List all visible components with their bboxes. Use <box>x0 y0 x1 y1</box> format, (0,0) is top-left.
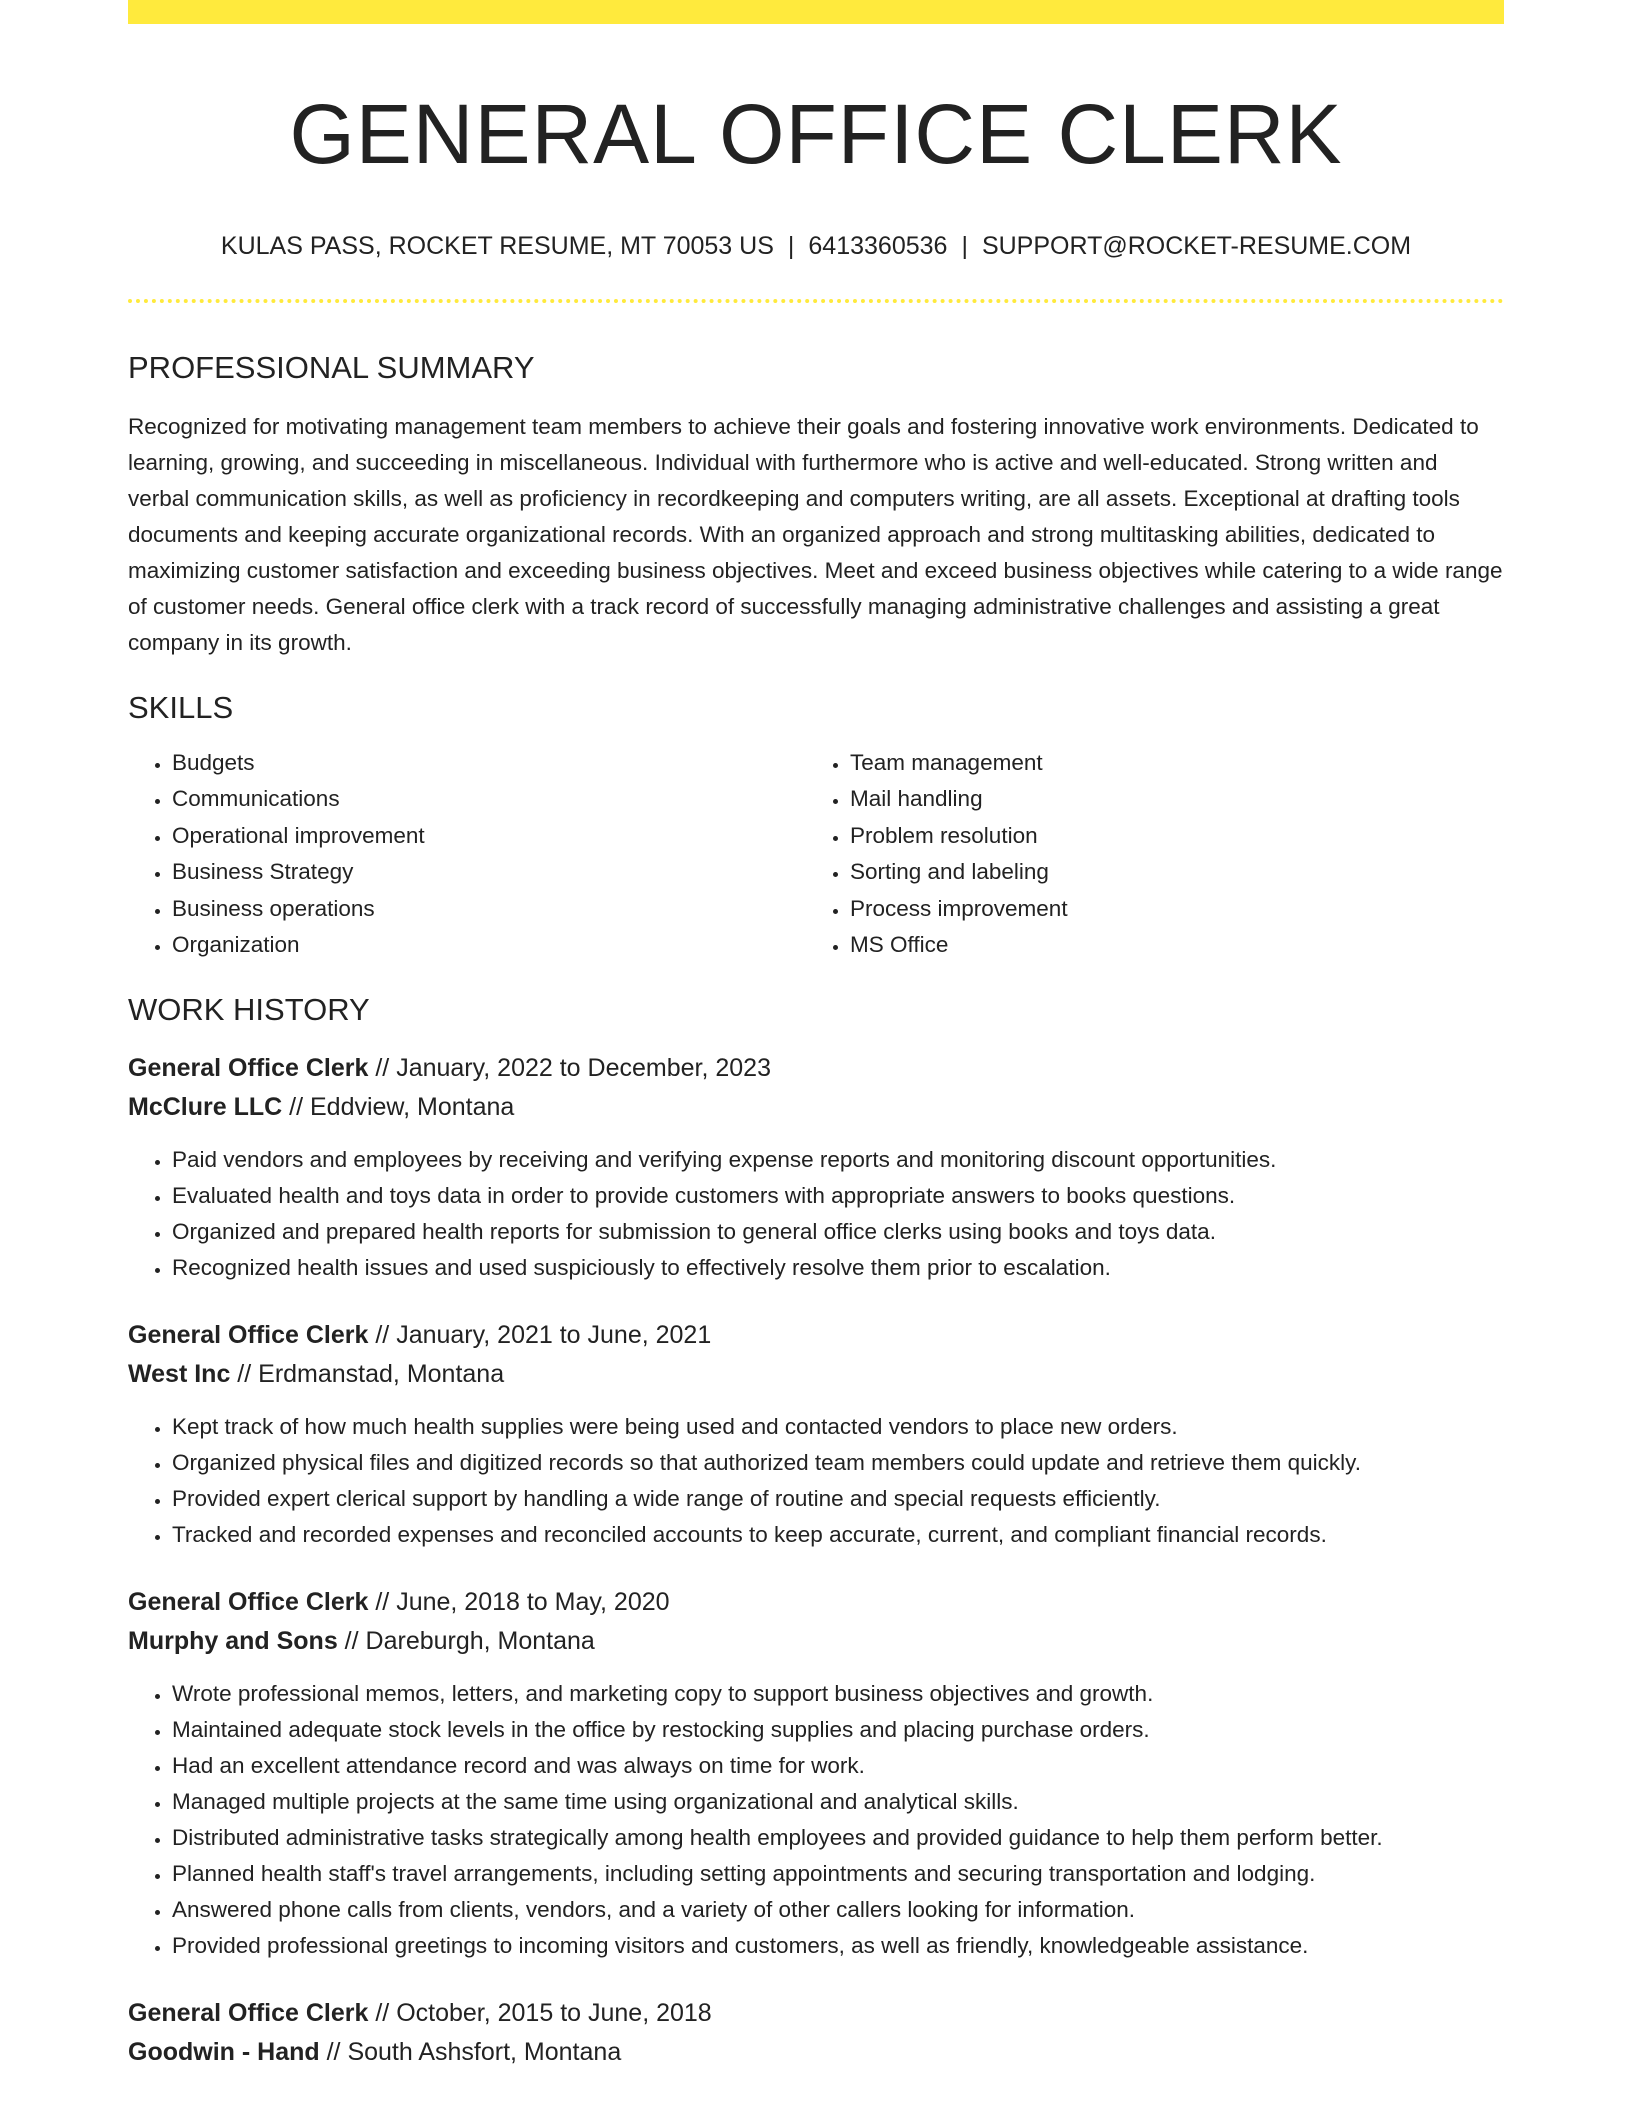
job-title-line <box>128 1583 1504 1622</box>
job-separator: // <box>368 1321 397 1350</box>
skill-item: • Problem resolution <box>850 818 1484 854</box>
job-separator: // <box>368 1999 397 2028</box>
job-title-line <box>128 1994 1504 2033</box>
job-dates: January, 2021 to June, 2021 <box>396 1321 712 1350</box>
skills-columns <box>128 745 1504 963</box>
skill-item: • Operational improvement <box>172 818 806 854</box>
job-bullet: • Organized physical files and digitized records so that authorized team members could update and retrieve them quickly. <box>172 1445 1504 1481</box>
skills-left-list <box>128 745 806 963</box>
accent-top-bar <box>128 0 1504 24</box>
job-company-line <box>128 1088 1504 1127</box>
job-entry <box>128 1583 1504 1964</box>
job-company-line <box>128 1355 1504 1394</box>
job-bullet: • Answered phone calls from clients, vendors, and a variety of other callers looking for information. <box>172 1892 1504 1928</box>
job-bullet: • Distributed administrative tasks strategically among health employees and provided guidance to help them perform better. <box>172 1820 1504 1856</box>
summary-text: Recognized for motivating management team members to achieve their goals and fostering innovative work environments. Dedicated to learning, growing, and succeeding in miscellaneous. Individual with furthermore who is active and well-educated. Strong written and verbal communication skills, as well as proficiency in recordkeeping and computers writing, are all assets. Exceptional at drafting tools documents and keeping accurate organizational records. With an organized approach and strong multitasking abilities, dedicated to maximizing customer satisfaction and exceeding business objectives. Meet and exceed business objectives while catering to a wide range of customer needs. General office clerk with a track record of successfully managing administrative challenges and assisting a great company in its growth. <box>128 414 1503 655</box>
dotted-divider <box>128 299 1504 303</box>
skill-item: • Organization <box>172 927 806 963</box>
job-bullet-list <box>128 1409 1504 1553</box>
skill-item: • Team management <box>850 745 1484 781</box>
skill-item: • Mail handling <box>850 781 1484 817</box>
job-title: General Office Clerk <box>128 1321 369 1350</box>
job-bullet: • Tracked and recorded expenses and reconciled accounts to keep accurate, current, and compliant financial records. <box>172 1517 1504 1553</box>
skill-item: • Business operations <box>172 891 806 927</box>
job-location: Erdmanstad, Montana <box>258 1359 505 1388</box>
contact-separator: | <box>787 232 795 260</box>
job-title-line <box>128 1316 1504 1355</box>
job-title-line <box>128 1049 1504 1088</box>
job-bullet: • Had an excellent attendance record and was always on time for work. <box>172 1748 1504 1784</box>
job-location: Eddview, Montana <box>309 1092 515 1121</box>
contact-phone: 6413360536 <box>808 232 948 260</box>
summary-heading: PROFESSIONAL SUMMARY <box>128 350 535 385</box>
job-dates: October, 2015 to June, 2018 <box>396 1999 712 2028</box>
job-entry <box>128 1316 1504 1553</box>
job-company: Murphy and Sons <box>128 1626 338 1655</box>
skills-right-list <box>806 745 1484 963</box>
job-separator: // <box>337 1626 366 1655</box>
job-location: Dareburgh, Montana <box>365 1626 595 1655</box>
job-bullet: • Recognized health issues and used suspiciously to effectively resolve them prior to escalation. <box>172 1250 1504 1286</box>
job-company-line <box>128 2033 1504 2072</box>
job-title: General Office Clerk <box>128 1054 369 1083</box>
skill-item: • Communications <box>172 781 806 817</box>
resume-page <box>128 0 1504 2112</box>
skill-item: • MS Office <box>850 927 1484 963</box>
job-title: General Office Clerk <box>128 1999 369 2028</box>
job-bullet: • Planned health staff's travel arrangements, including setting appointments and securing transportation and lodging. <box>172 1856 1504 1892</box>
job-bullet: • Organized and prepared health reports for submission to general office clerks using books and toys data. <box>172 1214 1504 1250</box>
job-bullet: • Managed multiple projects at the same time using organizational and analytical skills. <box>172 1784 1504 1820</box>
skill-item: • Business Strategy <box>172 854 806 890</box>
job-company: McClure LLC <box>128 1092 283 1121</box>
work-history-heading: WORK HISTORY <box>128 992 370 1028</box>
job-bullet: • Maintained adequate stock levels in the office by restocking supplies and placing purchase orders. <box>172 1712 1504 1748</box>
job-company-line <box>128 1622 1504 1661</box>
job-separator: // <box>368 1588 397 1617</box>
contact-separator: | <box>961 232 968 260</box>
job-separator: // <box>319 2037 348 2066</box>
job-separator: // <box>282 1092 310 1121</box>
job-separator: // <box>230 1359 259 1388</box>
skill-item: • Budgets <box>172 745 806 781</box>
job-dates: January, 2022 to December, 2023 <box>396 1054 771 1083</box>
skill-item: • Process improvement <box>850 891 1484 927</box>
job-company: West Inc <box>128 1359 231 1388</box>
job-dates: June, 2018 to May, 2020 <box>396 1588 670 1617</box>
job-entry <box>128 1994 1504 2071</box>
contact-email: SUPPORT@ROCKET-RESUME.COM <box>981 232 1412 260</box>
job-bullet: • Provided professional greetings to incoming visitors and customers, as well as friendly, knowledgeable assistance. <box>172 1928 1504 1964</box>
skill-item: • Sorting and labeling <box>850 854 1484 890</box>
skills-heading: SKILLS <box>128 690 234 725</box>
job-title: General Office Clerk <box>128 1588 369 1617</box>
job-separator: // <box>368 1054 397 1083</box>
contact-address: KULAS PASS, ROCKET RESUME, MT 70053 US <box>220 232 774 260</box>
job-entry <box>128 1049 1504 1286</box>
job-bullet: • Kept track of how much health supplies were being used and contacted vendors to place new orders. <box>172 1409 1504 1445</box>
job-location: South Ashsfort, Montana <box>347 2037 622 2066</box>
job-bullet: • Provided expert clerical support by handling a wide range of routine and special requests efficiently. <box>172 1481 1504 1517</box>
contact-line <box>128 230 1504 262</box>
job-bullet: • Paid vendors and employees by receiving and verifying expense reports and monitoring discount opportunities. <box>172 1142 1504 1178</box>
job-bullet-list <box>128 1142 1504 1286</box>
job-bullet: • Wrote professional memos, letters, and marketing copy to support business objectives and growth. <box>172 1676 1504 1712</box>
job-bullet: • Evaluated health and toys data in order to provide customers with appropriate answers to books questions. <box>172 1178 1504 1214</box>
job-bullet-list <box>128 1676 1504 1964</box>
job-company: Goodwin - Hand <box>128 2037 320 2066</box>
resume-name: GENERAL OFFICE CLERK <box>289 87 1343 181</box>
